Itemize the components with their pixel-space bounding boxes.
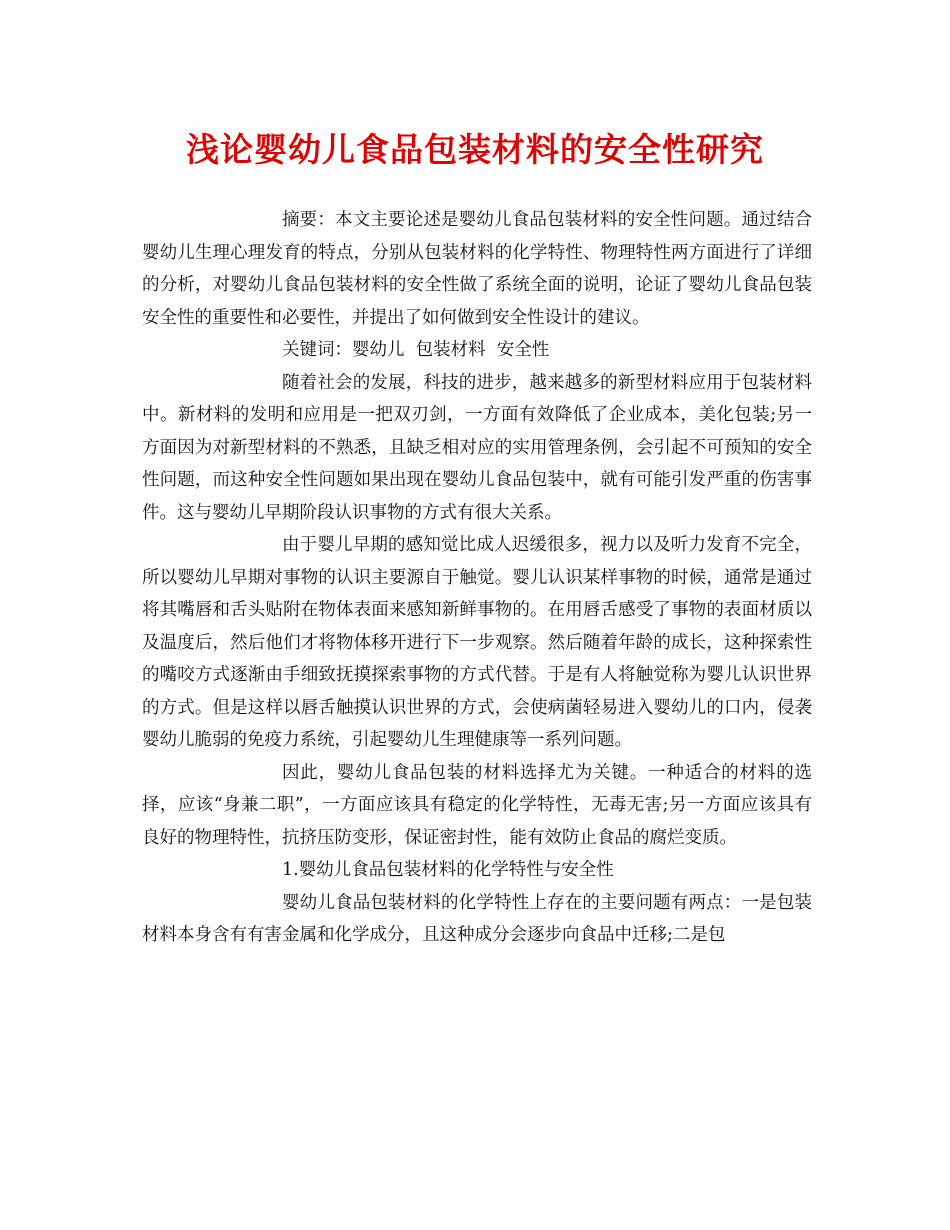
body-paragraph: 因此，婴幼儿食品包装的材料选择尤为关键。一种适合的材料的选择，应该“身兼二职”，一方面应该具有稳定的化学特性，无毒无害;另一方面应该具有良好的物理特性，抗挤压防变形，保证密封性，能有效防止食品的腐烂变质。 <box>142 762 812 848</box>
body-paragraph: 婴幼儿食品包装材料的化学特性上存在的主要问题有两点：一是包装材料本身含有有害金属和化学成分，且这种成分会逐步向食品中迁移;二是包 <box>142 892 812 945</box>
section-heading: 1.婴幼儿食品包装材料的化学特性与安全性 <box>282 860 614 880</box>
document-title: 浅论婴幼儿食品包装材料的安全性研究 <box>186 130 764 169</box>
body-paragraph: 由于婴儿早期的感知觉比成人迟缓很多，视力以及听力发育不完全，所以婴幼儿早期对事物的认识主要源自于触觉。婴儿认识某样事物的时候，通常是通过将其嘴唇和舌头贴附在物体表面来感知新鲜事物的。在用唇舌感受了事物的表面材质以及温度后，然后他们才将物体移开进行下一步观察。然后随着年龄的成长，这种探索性的嘴咬方式逐渐由手细致抚摸探索事物的方式代替。于是有人将触觉称为婴儿认识世界的方式。但是这样以唇舌触摸认识世界的方式，会使病菌轻易进入婴幼儿的口内，侵袭婴幼儿脆弱的免疫力系统，引起婴幼儿生理健康等一系列问题。 <box>142 535 812 750</box>
keywords-paragraph: 关键词：婴幼儿 包装材料 安全性 <box>282 340 550 360</box>
abstract-paragraph: 摘要：本文主要论述是婴幼儿食品包装材料的安全性问题。通过结合婴幼儿生理心理发育的特点，分别从包装材料的化学特性、物理特性两方面进行了详细的分析，对婴幼儿食品包装材料的安全性做了系统全面的说明，论证了婴幼儿食品包装安全性的重要性和必要性，并提出了如何做到安全性设计的建议。 <box>142 210 812 328</box>
body-paragraph: 随着社会的发展，科技的进步，越来越多的新型材料应用于包装材料中。新材料的发明和应用是一把双刃剑，一方面有效降低了企业成本，美化包装;另一方面因为对新型材料的不熟悉，且缺乏相对应的实用管理条例，会引起不可预知的安全性问题，而这种安全性问题如果出现在婴幼儿食品包装中，就有可能引发严重的伤害事件。这与婴幼儿早期阶段认识事物的方式有很大关系。 <box>142 372 812 523</box>
document-body <box>142 204 812 952</box>
